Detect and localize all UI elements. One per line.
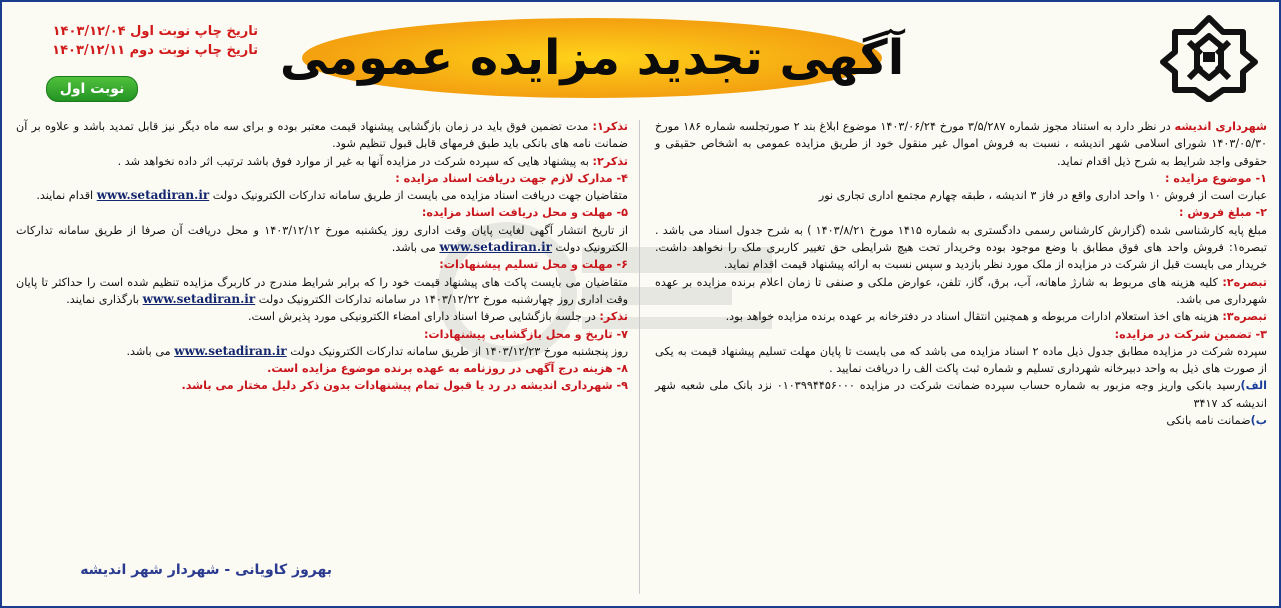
reminder-3 xyxy=(16,308,628,325)
section-7-body: روز پنجشنبه مورخ ۱۴۰۳/۱۲/۲۳ از طریق سامانه تدارکات الکترونیک دولت xyxy=(290,344,628,358)
section-4-body: متقاضیان جهت دریافت اسناد مزایده می بایست از طریق سامانه تدارکات الکترونیک دولت xyxy=(212,189,628,203)
note-3-label: تبصره۳: xyxy=(1222,310,1267,324)
reminder-1 xyxy=(16,118,628,153)
section-3-text: سپرده شرکت در مزایده مطابق جدول ذیل ماده ۲ اسناد مزایده می باشد که می بایست تا پایان مهلت تسلیم پیشنهاد قیمت به یکی از صورت های ذیل به واحد دبیرخانه شهرداری تسلیم و شماره ثبت پاکت الف را دریافت نمایید . xyxy=(655,344,1267,376)
section-2-text: مبلغ پایه کارشناسی شده (گزارش کارشناس رسمی دادگستری به شماره ۱۴۱۵ مورخ ۱۴۰۳/۸/۲۱ ) به شرح جدول اسناد می باشد . تبصره۱: فروش واحد های فوق مطابق با وضع موجود بوده وخریدار تحت هیچ شرایطی حق تغییر کاربری ملک را نخواهد داشت. خریدار می بایست قبل از شرکت در مزایده از ملک مورد نظر بازدید و سپس نسبت به ارائه پیشنهاد قیمت اقدام نماید. xyxy=(655,223,1268,272)
municipality-label: شهرداری اندیشه xyxy=(1174,120,1268,133)
note-2-text: کلیه هزینه های مربوط به شارژ ماهانه، آب، برق، گاز، تلفن، عوارض ملکی و صنفی تا زمان اعلام برنده مزایده بر عهده شهرداری می باشد. xyxy=(655,275,1267,306)
left-column xyxy=(16,118,628,395)
section-9: ۹- شهرداری اندیشه در رد یا قبول تمام پیشنهادات بدون ذکر دلیل مختار می باشد. xyxy=(181,379,628,393)
section-7-heading: ۷- تاریخ و محل بازگشایی پیشنهادات: xyxy=(423,327,628,341)
reminder-1-label: تذکر۱: xyxy=(592,120,628,133)
section-7-text xyxy=(16,343,628,360)
section-6-text xyxy=(16,274,628,309)
reminder-3-text: در جلسه بازگشایی صرفا اسناد دارای امضاء الکترونیکی مورد پذیرش است. xyxy=(247,310,600,324)
setadiran-link[interactable]: www.setadiran.ir xyxy=(439,240,552,255)
section-5-heading: ۵- مهلت و محل دریافت اسناد مزایده: xyxy=(421,206,628,220)
option-alef-label: الف) xyxy=(1240,379,1267,393)
note-2-label: تبصره۲: xyxy=(1222,275,1267,289)
page-title: آگهی تجدید مزایده عمومی xyxy=(279,30,905,86)
mayor-signature: بهروز کاویانی - شهردار شهر اندیشه xyxy=(80,562,332,578)
note-3-text: هزینه های اخذ استعلام ادارات مربوطه و همچنین انتقال اسناد در دفترخانه بر عهده برنده مزایده خواهد بود. xyxy=(725,310,1223,324)
reminder-2 xyxy=(16,153,628,170)
section-6-tail: بارگذاری نمایند. xyxy=(66,292,143,306)
section-8: ۸- هزینه درج آگهی در روزنامه به عهده برنده موضوع مزایده است. xyxy=(267,362,628,376)
section-5-body: از تاریخ انتشار آگهی لغایت پایان وقت اداری روز یکشنبه مورخ ۱۴۰۳/۱۲/۱۲ و محل دریافت آن صرفا از طریق سامانه تدارکات الکترونیک دولت xyxy=(16,223,628,255)
section-1-heading: ۱- موضوع مزایده : xyxy=(1164,171,1267,185)
print-date-second: تاریخ چاپ نوبت دوم ۱۴۰۳/۱۲/۱۱ xyxy=(52,43,258,58)
option-be-text: ضمانت نامه بانکی xyxy=(1166,414,1251,428)
right-column xyxy=(655,118,1267,429)
section-5-tail: می باشد. xyxy=(391,241,440,255)
section-7-tail: می باشد. xyxy=(126,344,175,358)
section-1-text: عبارت است از فروش ۱۰ واحد اداری واقع در فاز ۳ اندیشه ، طبقه چهارم مجتمع اداری تجاری نور xyxy=(818,189,1267,203)
section-2-heading: ۲- مبلغ فروش : xyxy=(1178,206,1267,220)
section-6-heading: ۶- مهلت و محل تسلیم پیشنهادات: xyxy=(439,258,628,272)
option-alef-text: رسید بانکی واریز وجه مزبور به شماره حساب سپرده ضمانت شرکت در مزایده ۰۱۰۳۹۹۴۴۵۶۰۰۰ نزد بانک ملی شعبه شهر اندیشه کد ۳۴۱۷ xyxy=(655,379,1267,410)
section-4-heading: ۴- مدارک لازم جهت دریافت اسناد مزایده : xyxy=(395,171,628,185)
print-date-first: تاریخ چاپ نوبت اول ۱۴۰۳/۱۲/۰۴ xyxy=(52,24,258,39)
setadiran-link[interactable]: www.setadiran.ir xyxy=(174,343,287,358)
intro-paragraph xyxy=(655,118,1267,170)
section-5-text xyxy=(16,222,628,257)
note-3 xyxy=(655,308,1267,325)
note-2 xyxy=(655,274,1267,309)
round-badge: نوبت اول xyxy=(46,76,138,102)
option-alef xyxy=(655,377,1267,412)
section-4-text xyxy=(16,187,628,204)
section-3-heading: ۳- تضمین شرکت در مزایده: xyxy=(1114,327,1267,341)
reminder-3-label: تذکر: xyxy=(599,310,628,324)
setadiran-link[interactable]: www.setadiran.ir xyxy=(96,188,210,203)
section-6-body: متقاضیان می بایست پاکت های پیشنهاد قیمت خود را که برابر شرایط مندرج در کاربرگ مزایده تنظیم شده است را حداکثر تا پایان وقت اداری روز چهارشنبه مورخ ۱۴۰۳/۱۲/۲۲ در سامانه تدارکات الکترونیک دولت xyxy=(16,275,628,306)
print-dates xyxy=(18,22,258,60)
intro-text: در نظر دارد به استناد مجوز شماره ۳/۵/۲۸۷ مورخ ۱۴۰۳/۰۶/۲۴ موضوع ابلاغ بند ۲ صورتجلسه شماره ۱۸۶ مورخ ۱۴۰۳/۰۵/۳۰ شورای اسلامی شهر اندیشه ، نسبت به فروش اموال غیر منقول خود از طریق مزایده عمومی به اشخاص حقیقی و حقوقی واجد شرایط به شرح ذیل اقدام نماید. xyxy=(655,120,1267,168)
reminder-2-label: تذکر۲: xyxy=(592,154,628,168)
reminder-1-text: مدت تضمین فوق باید در زمان بازگشایی پیشنهاد قیمت معتبر بوده و برای سه ماه دیگر نیز قابل تمدید باشد و علاوه بر آن ضمانت نامه های بانکی باید طبق فرمهای قابل قبول تنظیم شود. xyxy=(16,120,628,151)
section-4-tail: اقدام نمایند. xyxy=(36,189,97,203)
option-be-label: ب) xyxy=(1250,414,1267,428)
column-divider xyxy=(639,120,640,594)
reminder-2-text: به پیشنهاد هایی که سپرده شرکت در مزایده آنها به غیر از موارد فوق باشد ترتیب اثر داده نخواهد شد . xyxy=(117,154,593,168)
andisheh-municipality-logo-icon xyxy=(1159,12,1259,102)
option-be xyxy=(655,412,1267,429)
setadiran-link[interactable]: www.setadiran.ir xyxy=(142,291,256,306)
notice-header xyxy=(2,2,1279,110)
